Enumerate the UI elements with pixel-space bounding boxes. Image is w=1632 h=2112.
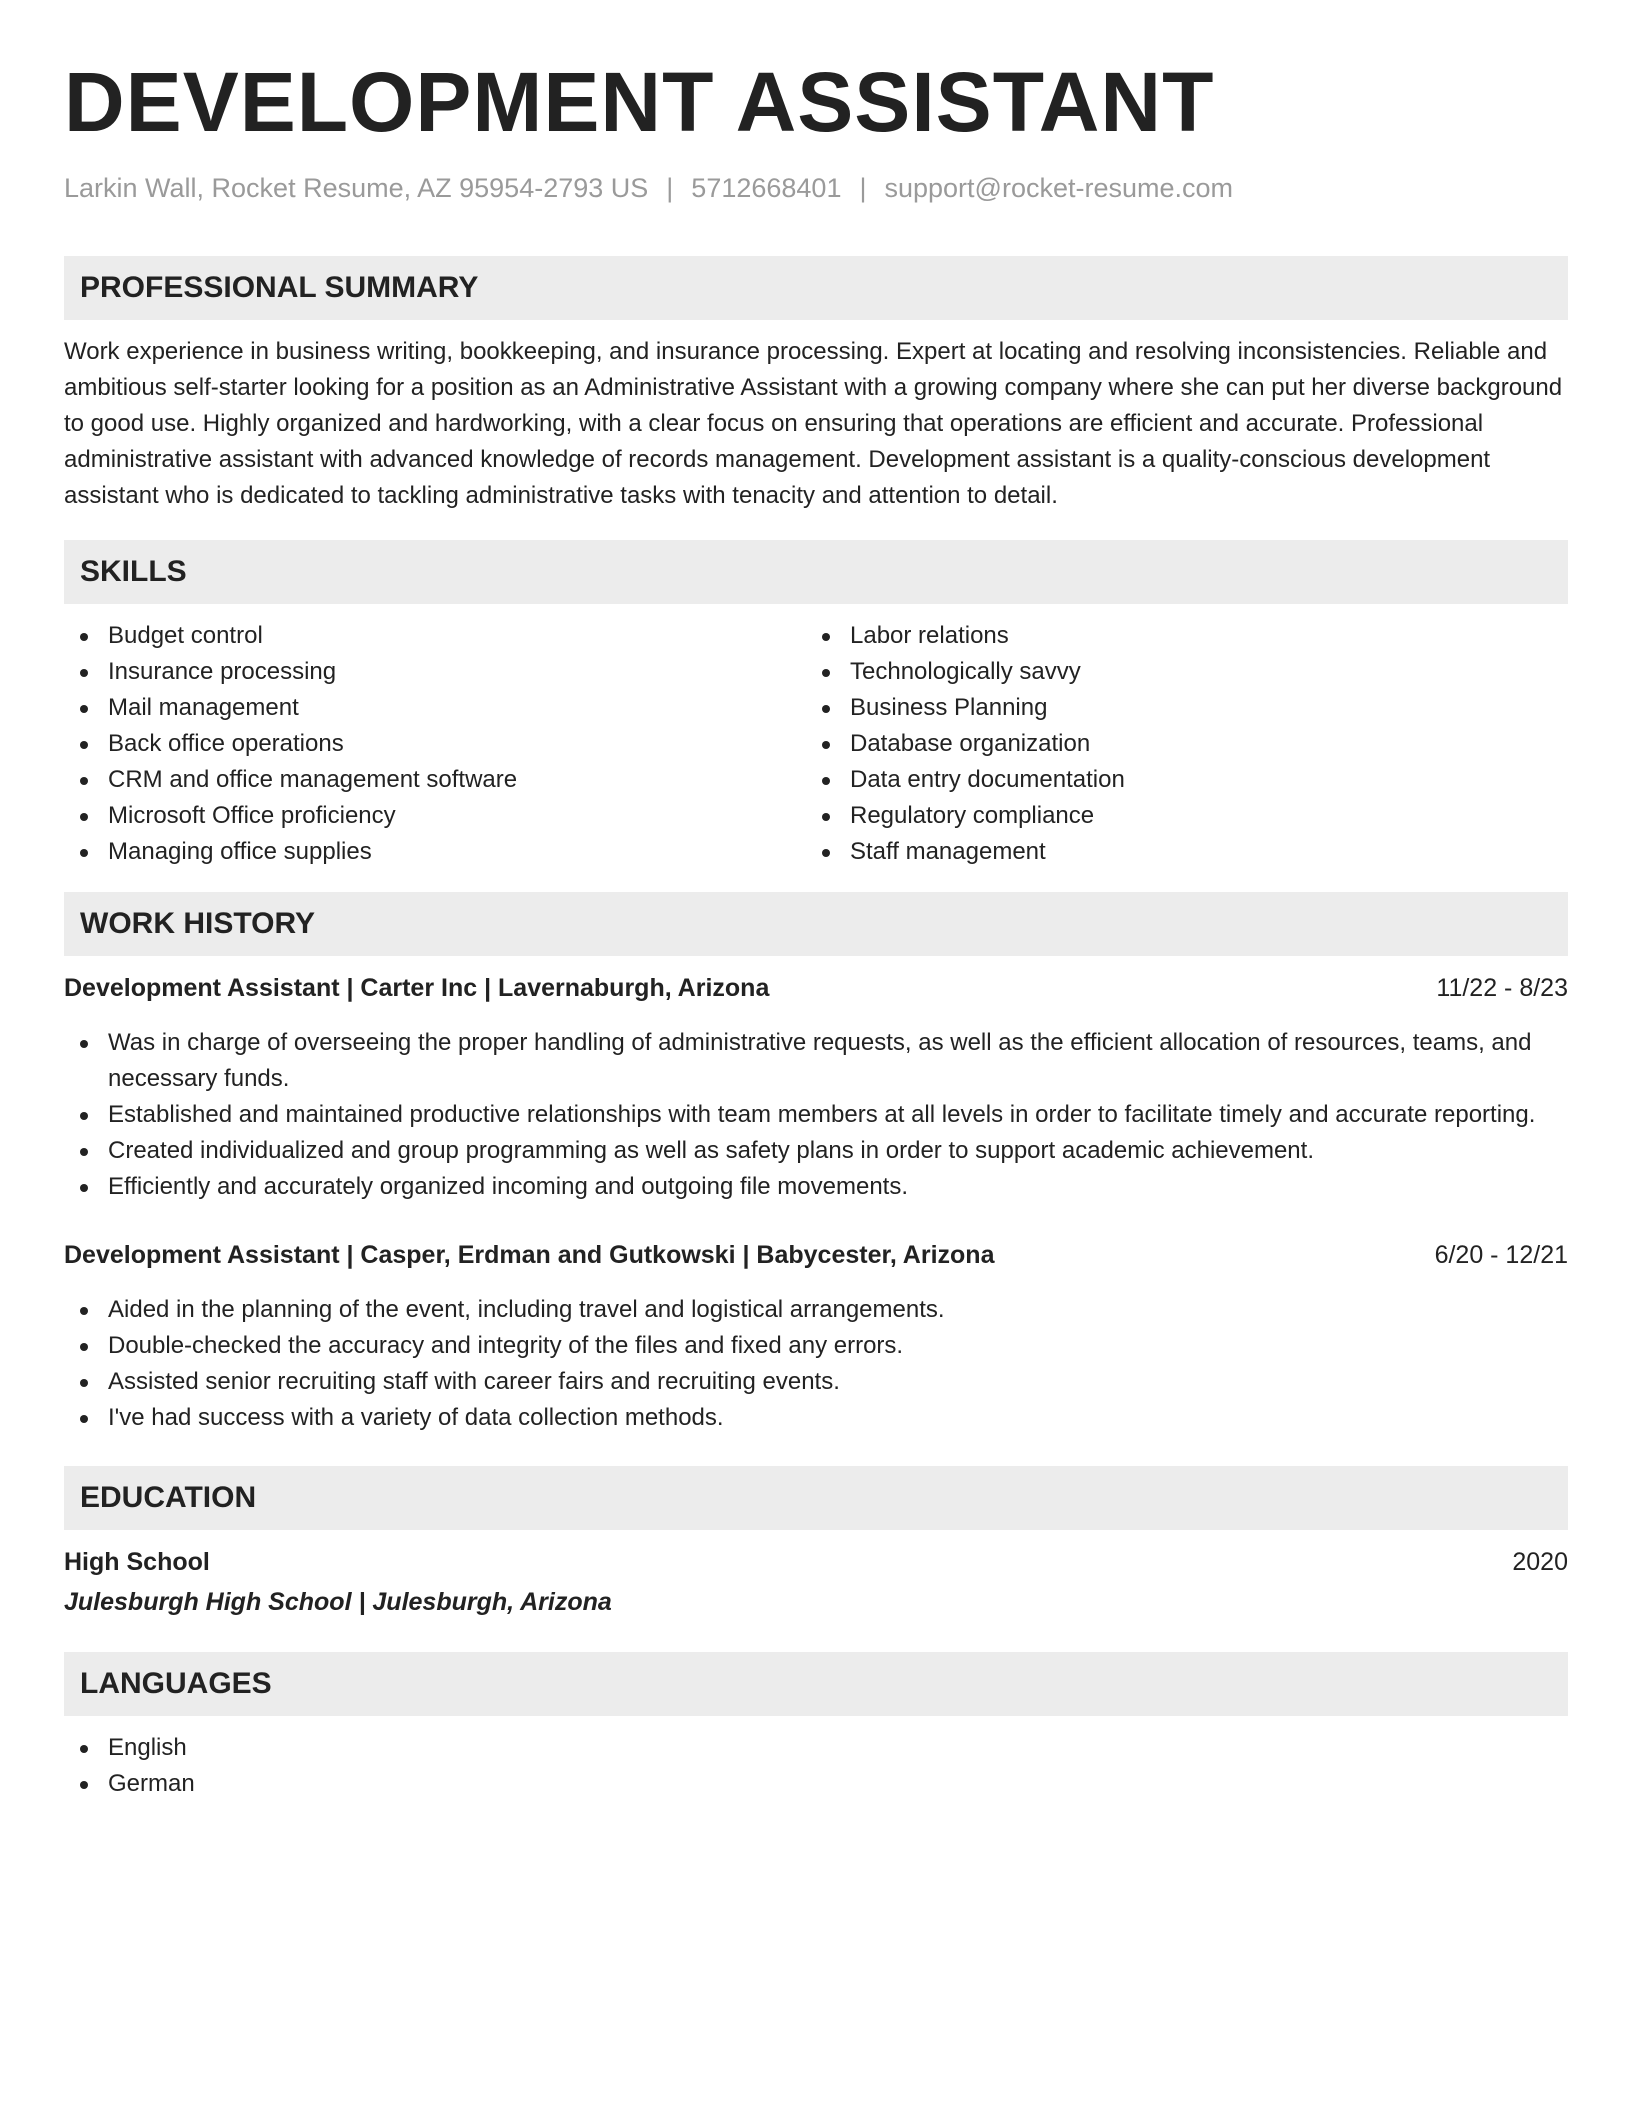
education-entry	[64, 1544, 1568, 1620]
job-bullet: Was in charge of overseeing the proper handling of administrative requests, as well as the efficient allocation of resources, teams, and necessary funds.	[64, 1025, 1568, 1097]
job-bullet: I've had success with a variety of data collection methods.	[64, 1400, 1568, 1436]
education-header	[64, 1544, 1568, 1580]
job-bullet: Double-checked the accuracy and integrity of the files and fixed any errors.	[64, 1328, 1568, 1364]
language-item: German	[64, 1766, 1568, 1802]
job-bullets	[64, 1292, 1568, 1436]
skill-item: Database organization	[806, 726, 1548, 762]
job-bullets	[64, 1025, 1568, 1205]
job-title: Development Assistant | Casper, Erdman and Gutkowski | Babycester, Arizona	[64, 1241, 995, 1269]
skill-item: Regulatory compliance	[806, 798, 1548, 834]
job-header	[64, 1237, 1568, 1273]
job-header	[64, 970, 1568, 1006]
job-bullet: Efficiently and accurately organized incoming and outgoing file movements.	[64, 1169, 1568, 1205]
resume-title: DEVELOPMENT ASSISTANT	[64, 55, 1215, 149]
contact-address: Larkin Wall, Rocket Resume, AZ 95954-2793 US	[64, 173, 649, 203]
languages-list	[64, 1730, 1568, 1802]
education-degree: High School	[64, 1548, 210, 1576]
skills-column-left	[64, 618, 806, 870]
skill-item: Insurance processing	[64, 654, 806, 690]
skill-item: Staff management	[806, 834, 1548, 870]
skill-item: Budget control	[64, 618, 806, 654]
skill-item: Microsoft Office proficiency	[64, 798, 806, 834]
section-heading-skills: SKILLS	[64, 540, 1568, 604]
skill-item: Technologically savvy	[806, 654, 1548, 690]
skill-item: Managing office supplies	[64, 834, 806, 870]
language-item: English	[64, 1730, 1568, 1766]
skills-column-right	[806, 618, 1548, 870]
skill-item: Data entry documentation	[806, 762, 1548, 798]
section-heading-work: WORK HISTORY	[64, 892, 1568, 956]
skill-item: Back office operations	[64, 726, 806, 762]
job-dates: 11/22 - 8/23	[1436, 974, 1568, 1002]
skill-item: CRM and office management software	[64, 762, 806, 798]
skill-item: Labor relations	[806, 618, 1548, 654]
contact-email: support@rocket-resume.com	[884, 173, 1234, 203]
section-heading-summary: PROFESSIONAL SUMMARY	[64, 256, 1568, 320]
education-year: 2020	[1512, 1548, 1568, 1576]
job-bullet: Established and maintained productive relationships with team members at all levels in order to facilitate timely and accurate reporting.	[64, 1097, 1568, 1133]
job-dates: 6/20 - 12/21	[1434, 1241, 1568, 1269]
job-entry	[64, 970, 1568, 1205]
skills-grid	[64, 618, 1568, 870]
job-entry	[64, 1237, 1568, 1436]
section-heading-languages: LANGUAGES	[64, 1652, 1568, 1716]
section-heading-education: EDUCATION	[64, 1466, 1568, 1530]
contact-phone: 5712668401	[691, 173, 842, 203]
job-bullet: Created individualized and group programming as well as safety plans in order to support academic achievement.	[64, 1133, 1568, 1169]
skill-item: Mail management	[64, 690, 806, 726]
skill-item: Business Planning	[806, 690, 1548, 726]
contact-line	[64, 170, 1568, 206]
summary-text: Work experience in business writing, bookkeeping, and insurance processing. Expert at locating and resolving inconsistencies. Reliable and ambitious self-starter looking for a position as an Administrative Assistant with a growing company where she can put her diverse background to good use. Highly organized and hardworking, with a clear focus on ensuring that operations are efficient and accurate. Professional administrative assistant with advanced knowledge of records management. Development assistant is a quality-conscious development assistant who is dedicated to tackling administrative tasks with tenacity and attention to detail.	[64, 338, 1563, 509]
contact-separator: |	[666, 173, 674, 203]
job-title: Development Assistant | Carter Inc | Lavernaburgh, Arizona	[64, 974, 770, 1002]
job-bullet: Aided in the planning of the event, including travel and logistical arrangements.	[64, 1292, 1568, 1328]
job-bullet: Assisted senior recruiting staff with career fairs and recruiting events.	[64, 1364, 1568, 1400]
education-school: Julesburgh High School | Julesburgh, Arizona	[64, 1588, 612, 1616]
contact-separator: |	[859, 173, 867, 203]
